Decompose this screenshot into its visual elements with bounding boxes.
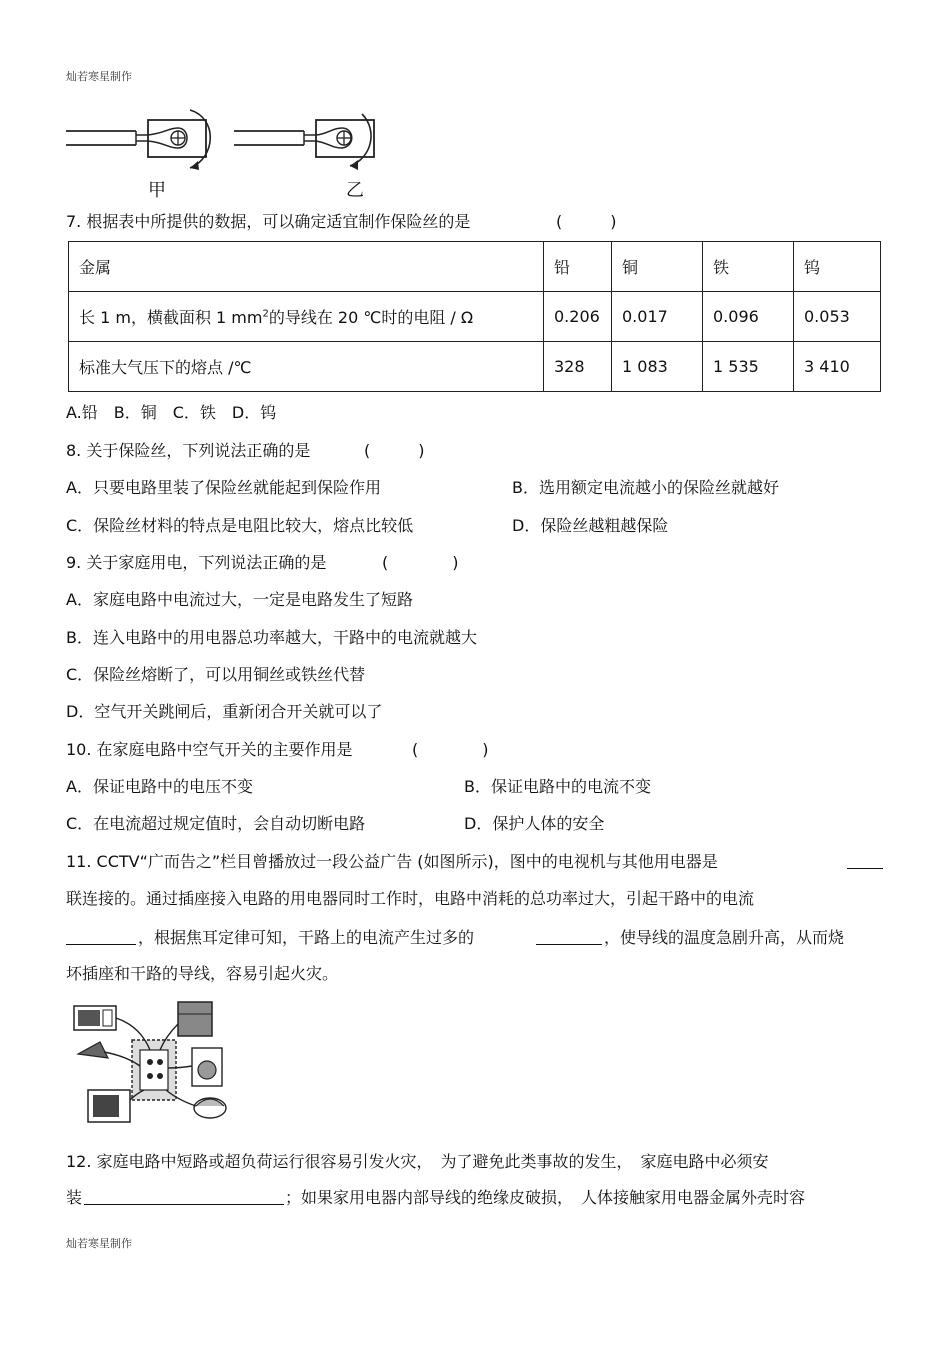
table-row <box>69 242 881 292</box>
table-cell: 3 410 <box>794 342 881 392</box>
table-cell: 铜 <box>612 242 703 292</box>
table-cell: 标准大气压下的熔点 /℃ <box>69 342 544 392</box>
table-cell: 0.206 <box>544 292 612 342</box>
table-cell: 铁 <box>703 242 794 292</box>
q12-line2-start: 装 <box>66 1188 83 1207</box>
resistance-label-text-2: 的导线在 20 ℃时的电阻 / Ω <box>268 308 474 327</box>
table-cell: 钨 <box>794 242 881 292</box>
q8-option-a: A．只要电路里装了保险丝就能起到保险作用 <box>66 478 381 497</box>
q11-line1: 11. CCTV“广而告之”栏目曾播放过一段公益广告 (如图所示)，图中的电视机与其他用电器是 <box>66 852 718 871</box>
table-cell: 金属 <box>69 242 544 292</box>
q9-answer-paren: ( ) <box>382 553 459 572</box>
table-row <box>69 292 881 342</box>
q7-stem: 7. 根据表中所提供的数据，可以确定适宜制作保险丝的是 <box>66 212 471 231</box>
q10-answer-paren: ( ) <box>412 740 489 759</box>
overloaded-socket-illustration <box>70 996 240 1130</box>
resistance-label-sup: 2 <box>262 308 269 320</box>
q9-stem: 9. 关于家庭用电，下列说法正确的是 <box>66 553 327 572</box>
table-cell: 1 083 <box>612 342 703 392</box>
q8-option-c: C．保险丝材料的特点是电阻比较大，熔点比较低 <box>66 516 414 535</box>
q10-option-c: C．在电流超过规定值时，会自动切断电路 <box>66 814 366 833</box>
q7-answer-paren: ( ) <box>556 212 617 231</box>
wire-terminal-figure <box>66 100 386 200</box>
q10-option-d: D．保护人体的安全 <box>464 814 605 833</box>
q9-option-d: D．空气开关跳闸后，重新闭合开关就可以了 <box>66 702 383 721</box>
q8-option-b: B．选用额定电流越小的保险丝就越好 <box>512 478 779 497</box>
q9-option-b: B．连入电路中的用电器总功率越大，干路中的电流就越大 <box>66 628 477 647</box>
q12-line2: ；如果家用电器内部导线的绝缘皮破损， 人体接触家用电器金属外壳时容 <box>285 1188 806 1207</box>
table-cell: 328 <box>544 342 612 392</box>
table-cell: 0.053 <box>794 292 881 342</box>
resistance-label-text: 长 1 m，横截面积 1 mm <box>79 308 263 327</box>
q10-option-a: A．保证电路中的电压不变 <box>66 777 253 796</box>
q11-line4: 坏插座和干路的导线，容易引起火灾。 <box>66 964 339 983</box>
figure-label-right: 乙 <box>346 180 364 201</box>
table-cell: 0.096 <box>703 292 794 342</box>
page-footer: 灿若寒星制作 <box>66 1237 132 1250</box>
q12-line1: 12. 家庭电路中短路或超负荷运行很容易引发火灾， 为了避免此类事故的发生， 家庭电路中必须安 <box>66 1152 769 1171</box>
q8-stem: 8. 关于保险丝，下列说法正确的是 <box>66 441 311 460</box>
q8-answer-paren: ( ) <box>364 441 425 460</box>
q8-option-d: D．保险丝越粗越保险 <box>512 516 669 535</box>
q11-blank-3[interactable] <box>536 928 602 945</box>
q11-blank-2[interactable] <box>66 928 136 945</box>
table-cell: 0.017 <box>612 292 703 342</box>
q10-option-b: B．保证电路中的电流不变 <box>464 777 651 796</box>
table-cell: 铅 <box>544 242 612 292</box>
q11-blank-1[interactable] <box>847 852 883 869</box>
q11-line3b: ，使导线的温度急剧升高，从而烧 <box>604 928 845 947</box>
q10-stem: 10. 在家庭电路中空气开关的主要作用是 <box>66 740 353 759</box>
table-cell: 1 535 <box>703 342 794 392</box>
q12-blank-1[interactable] <box>84 1188 284 1205</box>
q11-line3: ，根据焦耳定律可知，干路上的电流产生过多的 <box>138 928 475 947</box>
q7-options: A.铅 B．铜 C．铁 D．钨 <box>66 403 277 422</box>
q11-line2: 联连接的。通过插座接入电路的用电器同时工作时，电路中消耗的总功率过大，引起干路中的电流 <box>66 889 755 908</box>
page-header: 灿若寒星制作 <box>66 70 132 83</box>
table-cell-resistance-label <box>69 292 544 342</box>
figure-label-left: 甲 <box>148 180 166 201</box>
q9-option-c: C．保险丝熔断了，可以用铜丝或铁丝代替 <box>66 665 366 684</box>
q9-option-a: A．家庭电路中电流过大，一定是电路发生了短路 <box>66 590 413 609</box>
metal-properties-table <box>68 241 881 392</box>
table-row <box>69 342 881 392</box>
